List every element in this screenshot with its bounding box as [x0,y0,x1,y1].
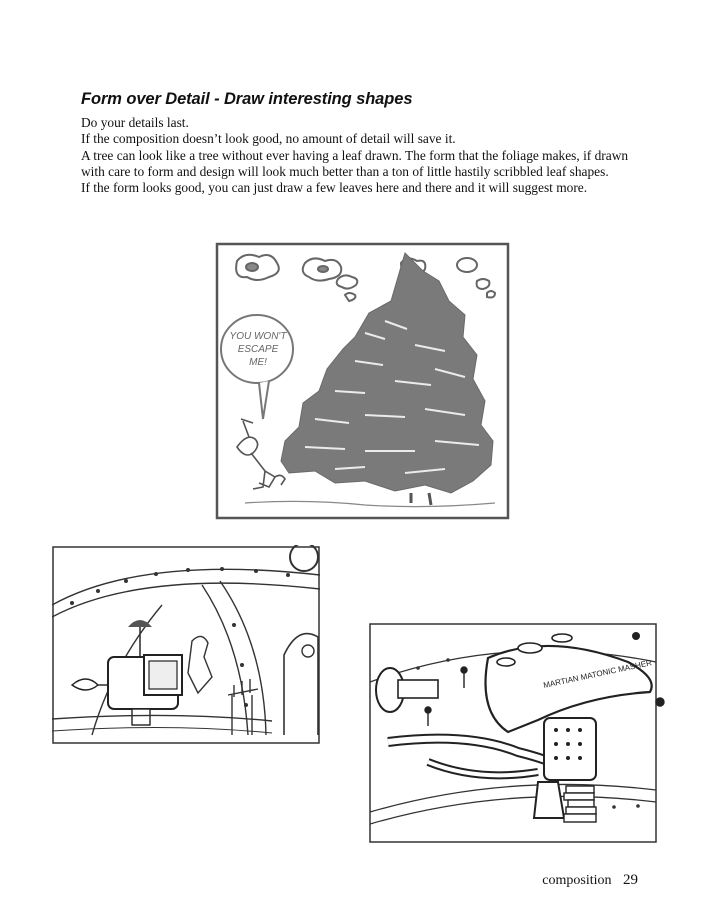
machine-illustration [368,622,670,844]
paragraph: Do your details last. [81,115,189,130]
page-heading: Form over Detail - Draw interesting shapes [81,90,413,108]
page-footer [542,872,638,889]
page-number: 29 [623,872,638,888]
body-text [81,115,641,196]
paragraph: If the form looks good, you can just draw a few leaves here and there and it will suggest more. [81,180,588,196]
speech-bubble-line: YOU WON'T [229,331,287,342]
room-illustration [52,545,320,745]
speech-bubble-line: ESCAPE [237,344,279,355]
paragraph: If the composition doesn’t look good, no amount of detail will save it. [81,131,456,147]
tree-illustration [215,241,511,521]
speech-bubble-line: ME! [249,357,267,368]
machine-label: MARTIAN MATONIC MASHER [542,658,653,690]
footer-section-title: composition [542,873,612,888]
paragraph: A tree can look like a tree without ever having a leaf drawn. The form that the foliage makes, if drawn with care to form and design will look much better than a ton of little hastily scribbled leaf shapes. [81,147,629,179]
